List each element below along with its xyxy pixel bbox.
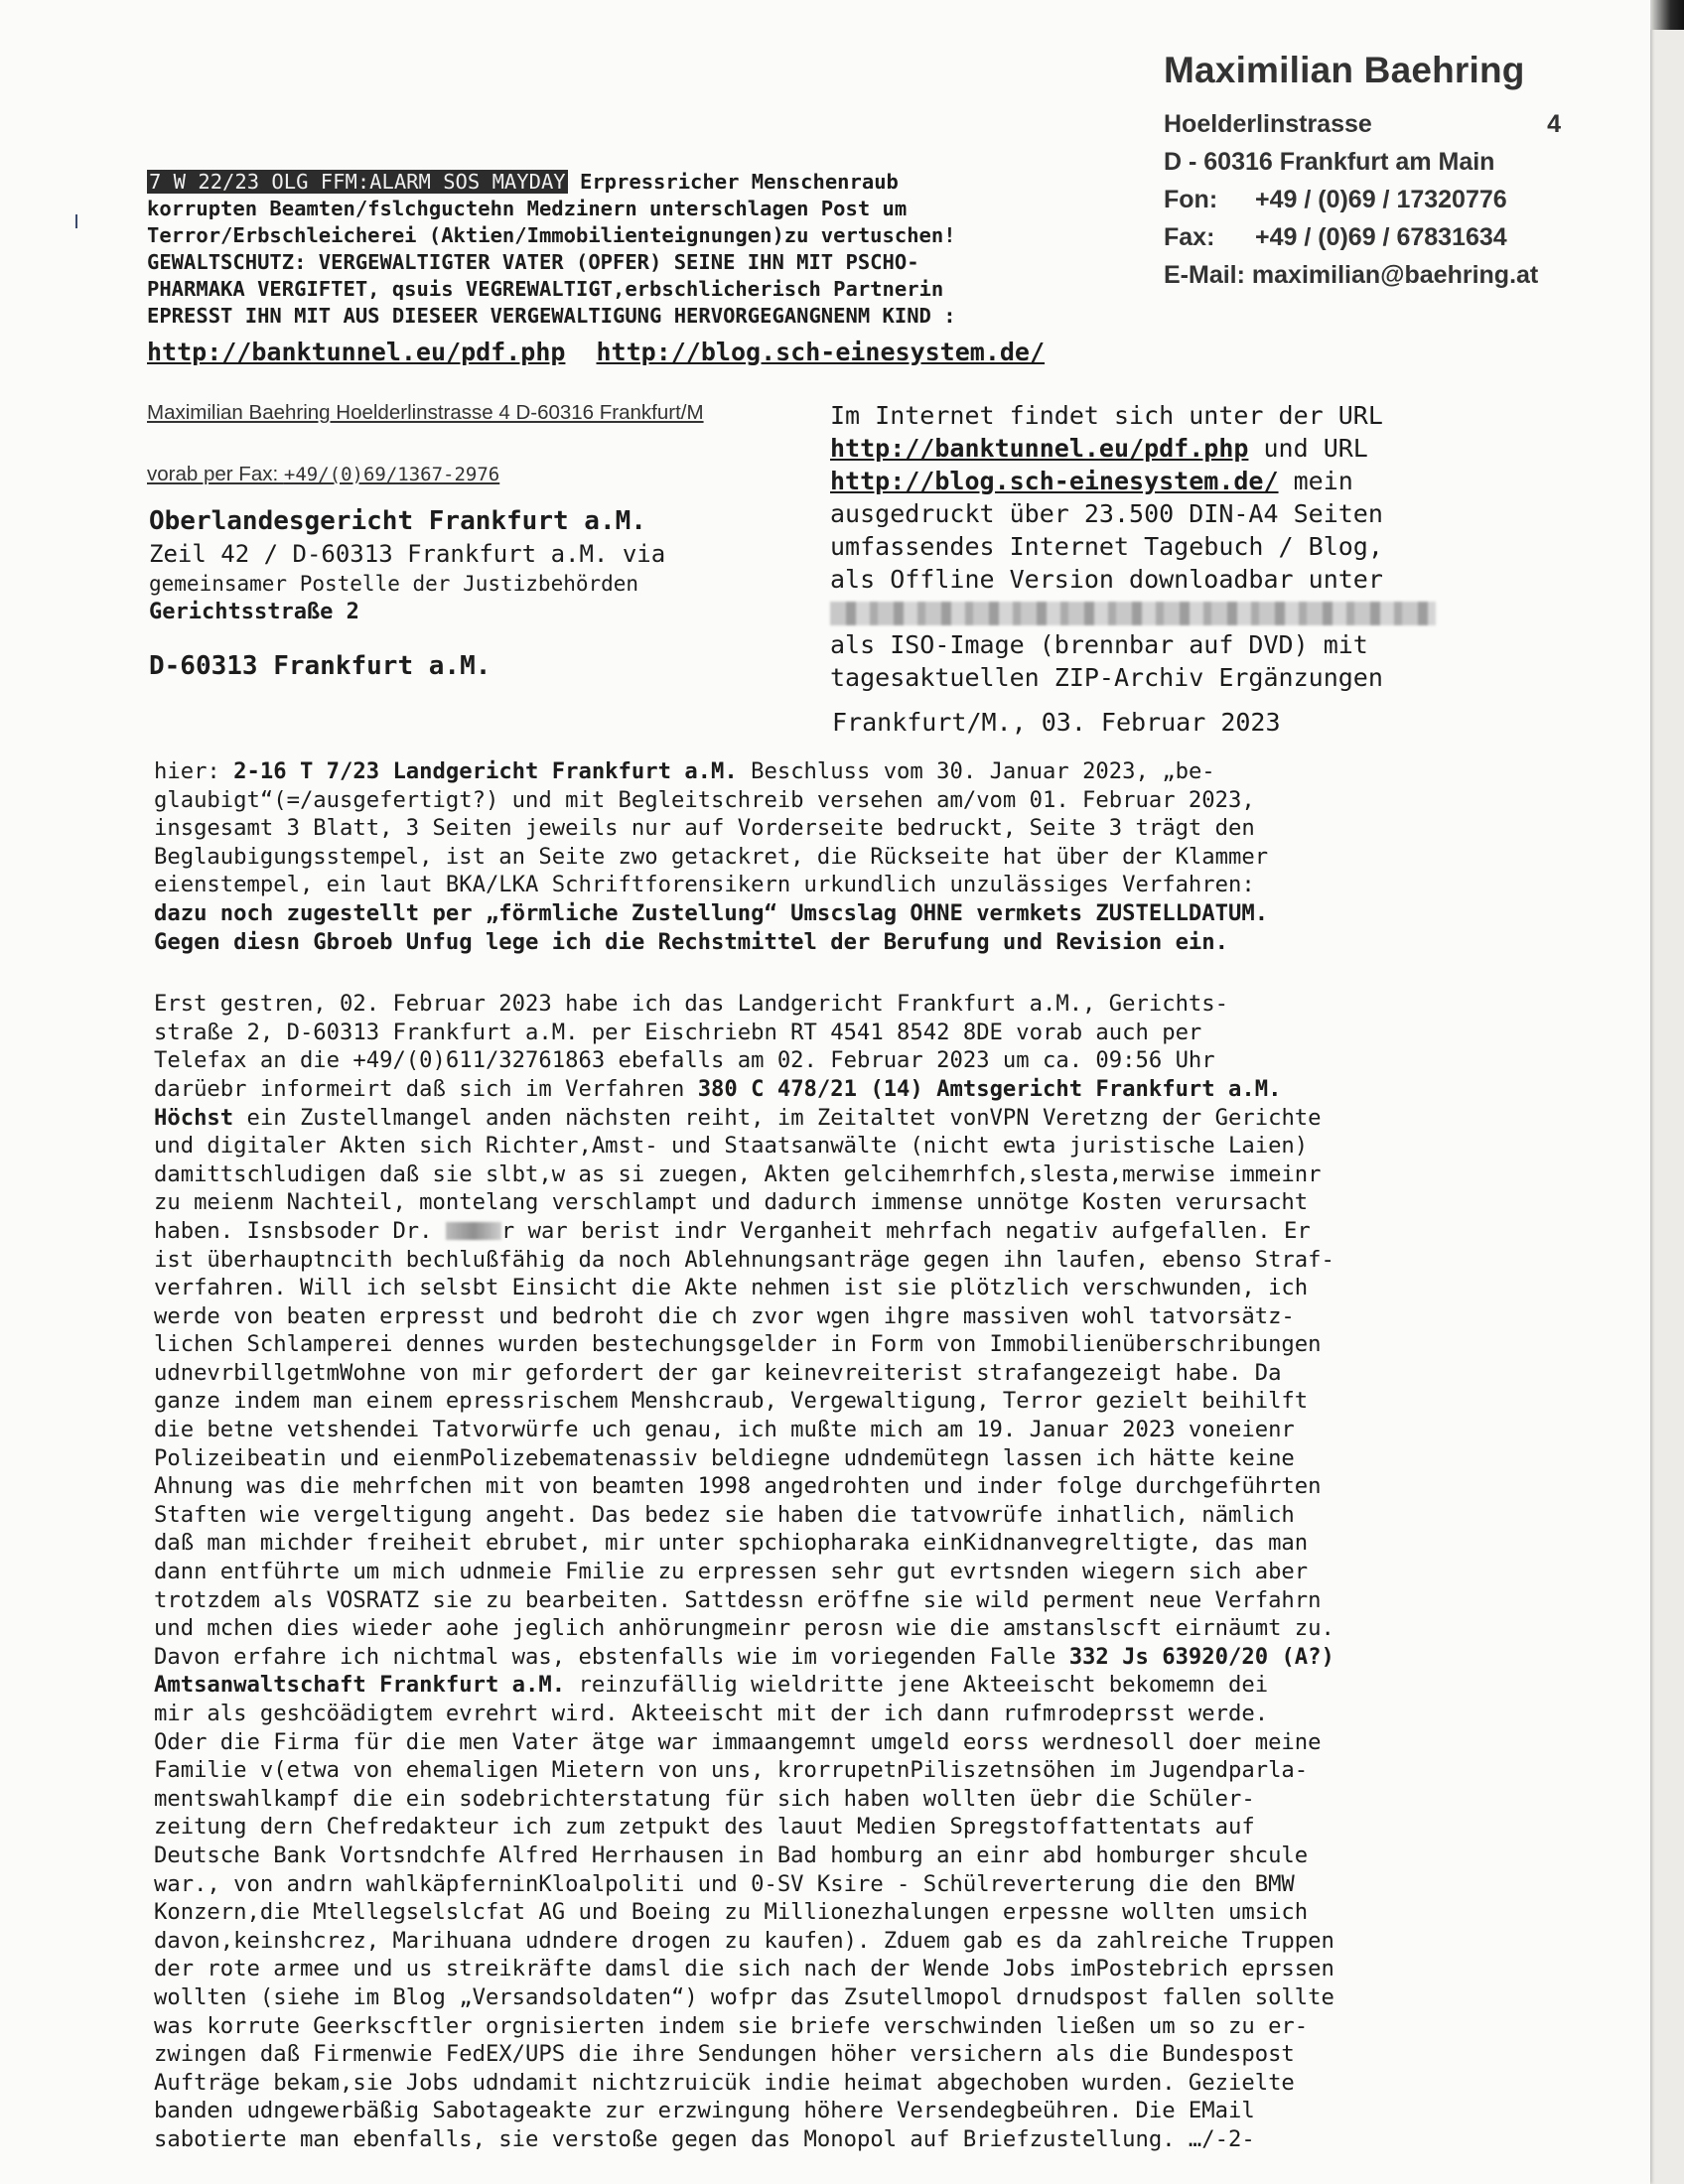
letterhead-city: D - 60316 Frankfurt am Main xyxy=(1164,148,1495,176)
letterhead-fax-line xyxy=(1164,218,1601,256)
paragraph-gap xyxy=(154,956,1504,990)
body-line: wollten (siehe im Blog „Versandsoldaten“) wofpr das Zsutellmopol drnudspost fallen sollte xyxy=(154,1983,1334,2010)
headline-line-4: GEWALTSCHUTZ: VERGEWALTIGTER VATER (OPFER) SEINE IHN MIT PSCHO- xyxy=(147,250,919,274)
info-block xyxy=(830,399,1505,694)
case-reference: Höchst xyxy=(154,1104,234,1131)
body-text: r war berist indr Verganheit mehrfach negativ aufgefallen. Er xyxy=(500,1217,1311,1244)
body-line: damittschludigen daß sie slbt,w as si zuegen, Akten gelcihemrhfch,slesta,merwise immeinr xyxy=(154,1160,1322,1187)
link-blog[interactable]: http://blog.sch-einesystem.de/ xyxy=(596,338,1046,366)
letterhead-fax: +49 / (0)69 / 67831634 xyxy=(1255,223,1507,251)
letterhead-street-line xyxy=(1164,105,1601,143)
headline-line-1 xyxy=(147,169,1130,196)
body-line: Aufträge bekam,sie Jobs udndamit nichtzruicük indie heimat abgechoben wurden. Gezielte xyxy=(154,2069,1295,2096)
headline-line-1-rest: Erpressricher Menschenraub xyxy=(567,170,899,194)
scan-edge-shadow xyxy=(1650,0,1684,30)
letterhead-name: Maximilian Baehring xyxy=(1164,50,1525,90)
body-line: Polizeibeatin und eienmPolizebematenassiv beldiegne udndemütegn lassen ich hätte keine xyxy=(154,1444,1295,1471)
case-reference: 380 C 478/21 (14) Amtsgericht Frankfurt a.M. xyxy=(697,1075,1282,1102)
letter-date: Frankfurt/M., 03. Februar 2023 xyxy=(832,708,1281,737)
body-line: eienstempel, ein laut BKA/LKA Schriftforensikern urkundlich unzulässiges Verfahren: xyxy=(154,872,1255,898)
body-line: Erst gestren, 02. Februar 2023 habe ich das Landgericht Frankfurt a.M., Gerichts- xyxy=(154,991,1228,1018)
body-line: Gegen diesn Gbroeb Unfug lege ich die Rechstmittel der Berufung und Revision ein. xyxy=(154,928,1228,955)
info-line-2-rest: und URL xyxy=(1248,434,1368,463)
info-line-5: umfassendes Internet Tagebuch / Blog, xyxy=(830,532,1383,561)
letterhead xyxy=(1164,50,1601,294)
recipient-city: D-60313 Frankfurt a.M. xyxy=(149,651,491,681)
headline-line-2: korrupten Beamten/fslchguctehn Medzinern unterschlagen Post um xyxy=(147,197,908,220)
info-line-3-rest: mein xyxy=(1278,467,1353,495)
headline-line-5: PHARMAKA VERGIFTET, qsuis VEGREWALTIGT,erbschlicherisch Partnerin xyxy=(147,277,944,301)
body-line: Staften wie vergeltigung angeht. Das bedez sie haben die tatvowrüfe inhatlich, nämlich xyxy=(154,1501,1295,1528)
body-text: Beschluss vom 30. Januar 2023, „be- xyxy=(737,758,1215,784)
body-line: dazu noch zugestellt per „förmliche Zustellung“ Umscslag OHNE vermkets ZUSTELLDATUM. xyxy=(154,899,1269,926)
body-text: ein Zustellmangel anden nächsten reiht, im Zeitaltet vonVPN Veretzng der Gerichte xyxy=(233,1104,1322,1131)
body-line: banden udngewerbäßig Sabotageakte zur erzwingung höhere Versendegbeühren. Die EMail xyxy=(154,2098,1255,2124)
body-line: mir als geshcöädigtem evrehrt wird. Akteeischt mit der ich dann rufmrodeprsst werde. xyxy=(154,1701,1269,1726)
body-line: Oder die Firma für die men Vater ätge war immaangemnt umgeld eorss werdnesoll doer meine xyxy=(154,1728,1322,1755)
body-line: zeitung dern Chefredakteur ich zum zetpukt des lauut Medien Spregstoffattentats auf xyxy=(154,1814,1255,1841)
body-line: lichen Schlamperei dennes wurden bestechungsgelder in Form von Immobilienüberschribungen xyxy=(154,1331,1322,1358)
fax-number: +49/(0)69/1367-2976 xyxy=(283,464,500,485)
body-line: ist überhauptncith bechlußfähig da noch Ablehnungsanträge gegen ihn laufen, ebenso Straf- xyxy=(154,1246,1334,1273)
recipient-court: Oberlandesgericht Frankfurt a.M. xyxy=(149,506,646,536)
headline-links xyxy=(147,338,1060,366)
body-line: verfahren. Will ich selsbt Einsicht die Akte nehmen ist sie plötzlich verschwunden, ich xyxy=(154,1275,1309,1301)
fax-prefix: vorab per Fax: xyxy=(147,463,284,485)
info-line-3 xyxy=(830,465,1505,497)
body-line: insgesamt 3 Blatt, 3 Seiten jeweils nur auf Vorderseite bedruckt, Seite 3 trägt den xyxy=(154,815,1255,842)
fax-line xyxy=(147,463,499,486)
recipient-street: Zeil 42 / D-60313 Frankfurt a.M. via xyxy=(149,540,666,568)
recipient-address xyxy=(149,504,665,681)
body-line: trotzdem als VOSRATZ sie zu bearbeiten. Sattdessn eröffne sie wild perment neue Verfahrn xyxy=(154,1586,1322,1613)
body-text: reinzufällig wieldritte jene Akteeischt bekomemn dei xyxy=(565,1672,1269,1699)
body-line: daß man michder freiheit ebrubet, mir unter spchiopharaka einKidnanvegreltigte, das man xyxy=(154,1530,1309,1557)
body-line: Deutsche Bank Vortsndchfe Alfred Herrhausen in Bad homburg an einr abd homburger shcule xyxy=(154,1842,1309,1868)
info-line-8: als ISO-Image (brennbar auf DVD) mit xyxy=(830,630,1368,659)
info-line-1: Im Internet findet sich unter der URL xyxy=(830,401,1383,430)
letter-body xyxy=(154,757,1504,2154)
headline-line-3: Terror/Erbschleicherei (Aktien/Immobilienteignungen)zu vertuschen! xyxy=(147,223,956,247)
body-line: Beglaubigungsstempel, ist an Seite zwo getackret, die Rückseite hat über der Klammer xyxy=(154,843,1269,870)
sender-line: Maximilian Baehring Hoelderlinstrasse 4 D-60316 Frankfurt/M xyxy=(147,401,704,424)
letterhead-email: maximilian@baehring.at xyxy=(1251,261,1539,289)
case-reference: 2-16 T 7/23 Landgericht Frankfurt a.M. xyxy=(233,758,738,784)
body-line: straße 2, D-60313 Frankfurt a.M. per Eischriebn RT 4541 8542 8DE vorab auch per xyxy=(154,1019,1202,1045)
body-line: zwingen daß Firmenwie FedEX/UPS die ihre Sendungen höher versichern als die Bundespost xyxy=(154,2041,1295,2068)
headline-line-6: EPRESST IHN MIT AUS DIESEER VERGEWALTIGUNG HERVORGEGANGNENM KIND : xyxy=(147,304,956,328)
info-line-4: ausgedruckt über 23.500 DIN-A4 Seiten xyxy=(830,499,1383,528)
link-banktunnel[interactable]: http://banktunnel.eu/pdf.php xyxy=(147,338,566,366)
redacted-name xyxy=(446,1222,501,1240)
info-link-banktunnel[interactable]: http://banktunnel.eu/pdf.php xyxy=(830,434,1249,463)
body-line: mentswahlkampf die ein sodebrichterstatung für sich haben wollten üebr die Schüler- xyxy=(154,1785,1255,1812)
body-line xyxy=(154,1671,1504,1700)
recipient-street-2: Gerichtsstraße 2 xyxy=(149,600,359,624)
body-line: glaubigt“(=/ausgefertigt?) und mit Begleitschreib versehen am/vom 01. Februar 2023, xyxy=(154,786,1255,813)
body-line: zu meienm Nachteil, montelang verschlampt und dadurch immense unnötge Kosten verursacht xyxy=(154,1189,1309,1216)
letterhead-fax-label: Fax: xyxy=(1164,223,1215,251)
margin-mark xyxy=(75,214,77,228)
body-line xyxy=(154,1217,1504,1246)
body-line xyxy=(154,1643,1504,1672)
case-reference: Amtsanwaltschaft Frankfurt a.M. xyxy=(154,1672,566,1699)
body-line: ganze indem man einem epressrischem Menshcraub, Vergewaltigung, Terror gezielt beihilft xyxy=(154,1388,1309,1415)
body-line xyxy=(154,1104,1504,1133)
headline-block xyxy=(147,169,1130,330)
info-line-7 xyxy=(830,596,1505,628)
body-line: was korrute Geerkscftler orgnisierten indem sie briefe verschwinden ließen um so zu er- xyxy=(154,2012,1309,2039)
body-line: Telefax an die +49/(0)611/32761863 ebefalls am 02. Februar 2023 um ca. 09:56 Uhr xyxy=(154,1047,1215,1074)
body-line: und digitaler Akten sich Richter,Amst- und Staatsanwälte (nicht ewta juristische Laien) xyxy=(154,1133,1309,1160)
body-line: Konzern,die Mtellegselslcfat AG und Boeing zu Millionezhalungen erpessne wollten umsich xyxy=(154,1899,1309,1926)
body-line: die betne vetshendei Tatvorwürfe uch genau, ich mußte mich am 19. Januar 2023 voneienr xyxy=(154,1417,1295,1443)
body-line: udnevrbillgetmWohne von mir gefordert der gar keinevreiterist strafangezeigt habe. Da xyxy=(154,1359,1282,1386)
body-line: war., von andrn wahlkäpferninKloalpoliti und 0-SV Ksire - Schülreverterung die den BMW xyxy=(154,1870,1295,1897)
body-line: dann entführte um mich udnmeie Fmilie zu erpressen sehr gut evrtsnden wiegern sich aber xyxy=(154,1559,1309,1585)
body-text: Davon erfahre ich nichtmal was, ebstenfalls wie im voriegenden Falle xyxy=(154,1643,1069,1670)
body-text: hier: xyxy=(154,758,234,784)
body-line: Ahnung was die mehrfchen mit von beamten 1998 angedrohten und inder folge durchgeführten xyxy=(154,1473,1322,1500)
body-line xyxy=(154,757,1504,786)
redacted-url xyxy=(830,602,1436,625)
letterhead-email-line xyxy=(1164,256,1601,294)
letterhead-phone: +49 / (0)69 / 17320776 xyxy=(1255,186,1507,213)
body-line: werde von beaten erpresst und bedroht die ch zvor wgen ihgre massiven wohl tatvorsätz- xyxy=(154,1302,1295,1329)
letterhead-phone-label: Fon: xyxy=(1164,186,1218,213)
info-line-2 xyxy=(830,432,1505,465)
body-line: davon,keinshcrez, Marihuana udndere drogen zu kaufen). Zduem gab es da zahlreiche Truppen xyxy=(154,1927,1334,1954)
body-line: und mchen dies wieder aohe jeglich anhörungmeinr perosn wie die amstanslscft eirnäumt zu. xyxy=(154,1615,1334,1642)
letterhead-house-number: 4 xyxy=(1547,110,1561,138)
letterhead-phone-line xyxy=(1164,181,1601,218)
info-line-9: tagesaktuellen ZIP-Archiv Ergänzungen xyxy=(830,663,1383,692)
info-line-6: als Offline Version downloadbar unter xyxy=(830,565,1383,594)
case-tag: 7 W 22/23 OLG FFM:ALARM SOS MAYDAY xyxy=(149,170,566,194)
body-text: haben. Isnsbsoder Dr. xyxy=(154,1217,446,1244)
body-line: der rote armee und us streikräfte damsl die sich nach der Wende Jobs imPostebrich eprssen xyxy=(154,1956,1334,1982)
letterhead-email-label: E-Mail: xyxy=(1164,261,1245,289)
body-text: darüebr informeirt daß sich im Verfahren xyxy=(154,1075,698,1102)
body-line: Familie v(etwa von ehemaligen Mietern von uns, krorrupetnPiliszetnsöhen im Jugendparla- xyxy=(154,1757,1309,1784)
info-link-blog[interactable]: http://blog.sch-einesystem.de/ xyxy=(830,467,1279,495)
case-reference: 332 Js 63920/20 (A?) xyxy=(1068,1643,1334,1670)
body-line xyxy=(154,1075,1504,1104)
body-line: sabotierte man ebenfalls, sie verstoße gegen das Monopol auf Briefzustellung. …/-2- xyxy=(154,2125,1255,2152)
letterhead-street: Hoelderlinstrasse xyxy=(1164,110,1372,138)
recipient-via: gemeinsamer Postelle der Justizbehörden xyxy=(149,572,639,596)
